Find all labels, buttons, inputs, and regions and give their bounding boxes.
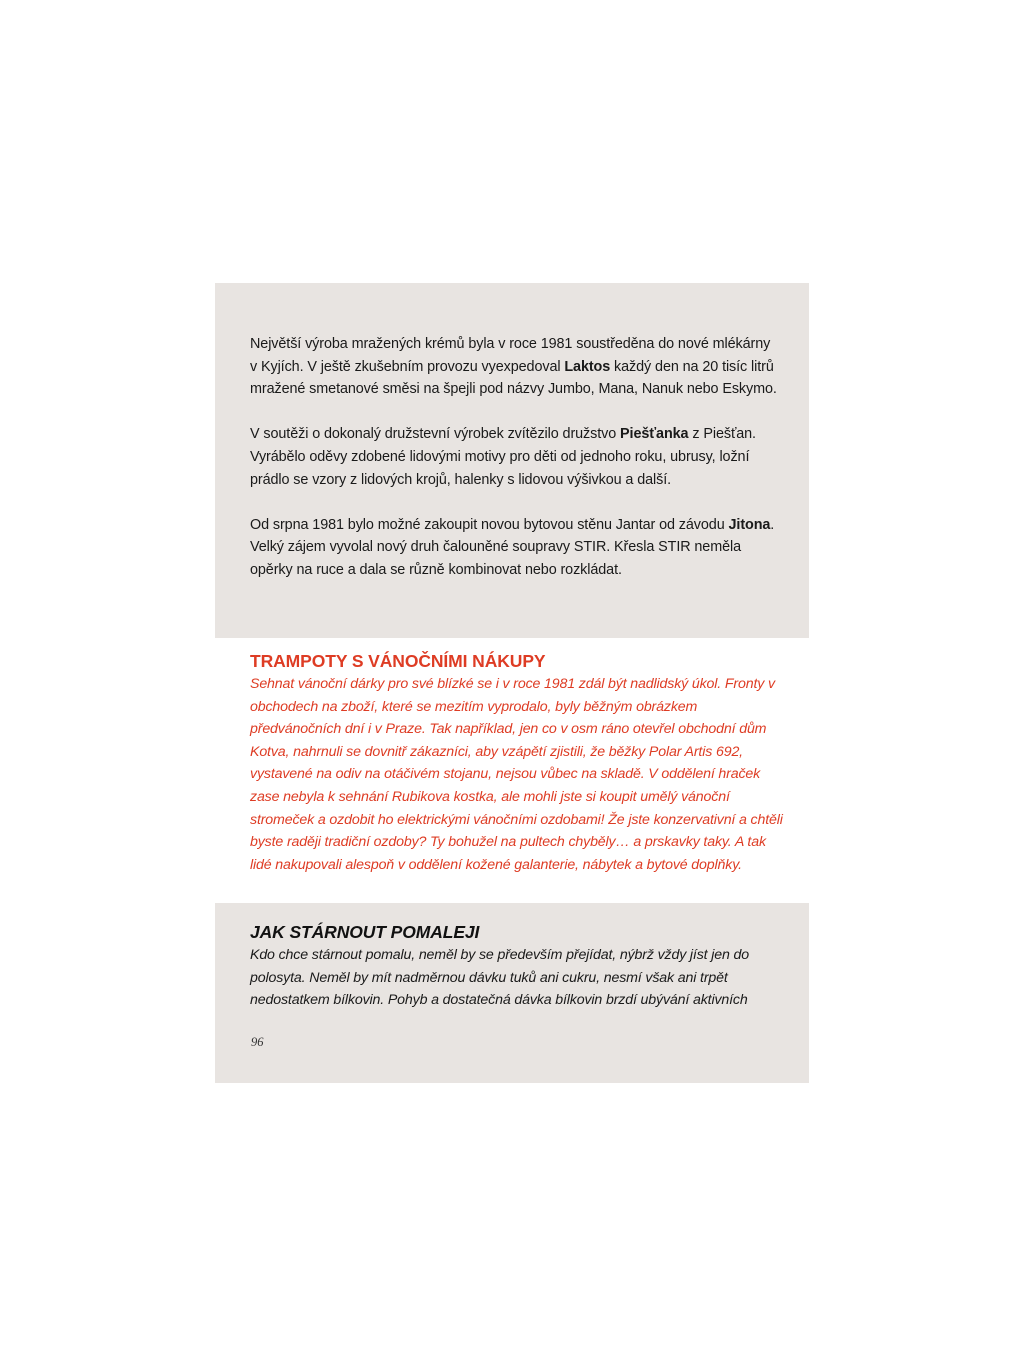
book-page bbox=[215, 283, 809, 1083]
page-number: 96 bbox=[251, 1035, 264, 1049]
paragraph-piestanka: V soutěži o dokonalý družstevní výrobek zvítězilo družstvo Piešťanka z Piešťan. Vyrábělo oděvy zdobené lidovými motivy pro děti od jednoho roku, ubrusy, ložní prádlo se vzory z lidových krojů, halenky s lidovou výšivkou a další. bbox=[250, 426, 756, 488]
bold-laktos: Laktos bbox=[564, 358, 611, 375]
section-heading-starnout: JAK STÁRNOUT POMALEJI bbox=[250, 922, 480, 942]
section-trampoty bbox=[250, 649, 785, 876]
section-heading-trampoty: TRAMPOTY S VÁNOČNÍMI NÁKUPY bbox=[250, 651, 546, 671]
paragraph-laktos: Největší výroba mražených krémů byla v roce 1981 soustředěna do nové mlékárny v Kyjích. V ještě zkušebním provozu vyexpedoval Laktos každý den na 20 tisíc litrů mražené smetanové směsi na špejli pod názvy Jumbo, Mana, Nanuk nebo Eskymo. bbox=[250, 336, 777, 398]
bold-jitona: Jitona bbox=[728, 516, 771, 533]
paragraph-jitona: Od srpna 1981 bylo možné zakoupit novou bytovou stěnu Jantar od závodu Jitona. Velký zájem vyvolal nový druh čalouněné soupravy STIR. Křesla STIR neměla opěrky na ruce a dala se různě kombinovat nebo rozkládat. bbox=[250, 516, 775, 578]
section-body-starnout: Kdo chce stárnout pomalu, neměl by se především přejídat, nýbrž vždy jíst jen do polosyta. Neměl by mít nadměrnou dávku tuků ani cukru, nesmí však ani trpět nedostatkem bílkovin. Pohyb a dostatečná dávka bílkovin brzdí ubývání aktivních bbox=[250, 947, 750, 1009]
bold-piestanka: Piešťanka bbox=[620, 426, 689, 443]
section-body-trampoty: Sehnat vánoční dárky pro své blízké se i v roce 1981 zdál být nadlidský úkol. Fronty v obchodech na zboží, které se mezitím vyprodalo, byly běžným obrázkem předvánočních dní i v Praze. Tak například, jen co v osm ráno otevřel obchodní dům Kotva, nahrnuli se dovnitř zákazníci, aby vzápětí zjistili, že běžky Polar Artis 692, vystavené na odiv na otáčivém stojanu, nejsou vůbec na skladě. V oddělení hraček zase nebyla k sehnání Rubikova kostka, ale mohli jste si koupit umělý vánoční stromeček a ozdobit ho elektrickými vánočními ozdobami! Že jste konzervativní a chtěli byste raději tradiční ozdoby? Ty bohužel na pultech chyběly… a prskavky taky. A tak lidé nakupovali alespoň v oddělení kožené galanterie, nábytek a bytové doplňky. bbox=[250, 676, 783, 873]
section-starnout bbox=[250, 920, 780, 1012]
intro-text-block bbox=[250, 333, 780, 582]
